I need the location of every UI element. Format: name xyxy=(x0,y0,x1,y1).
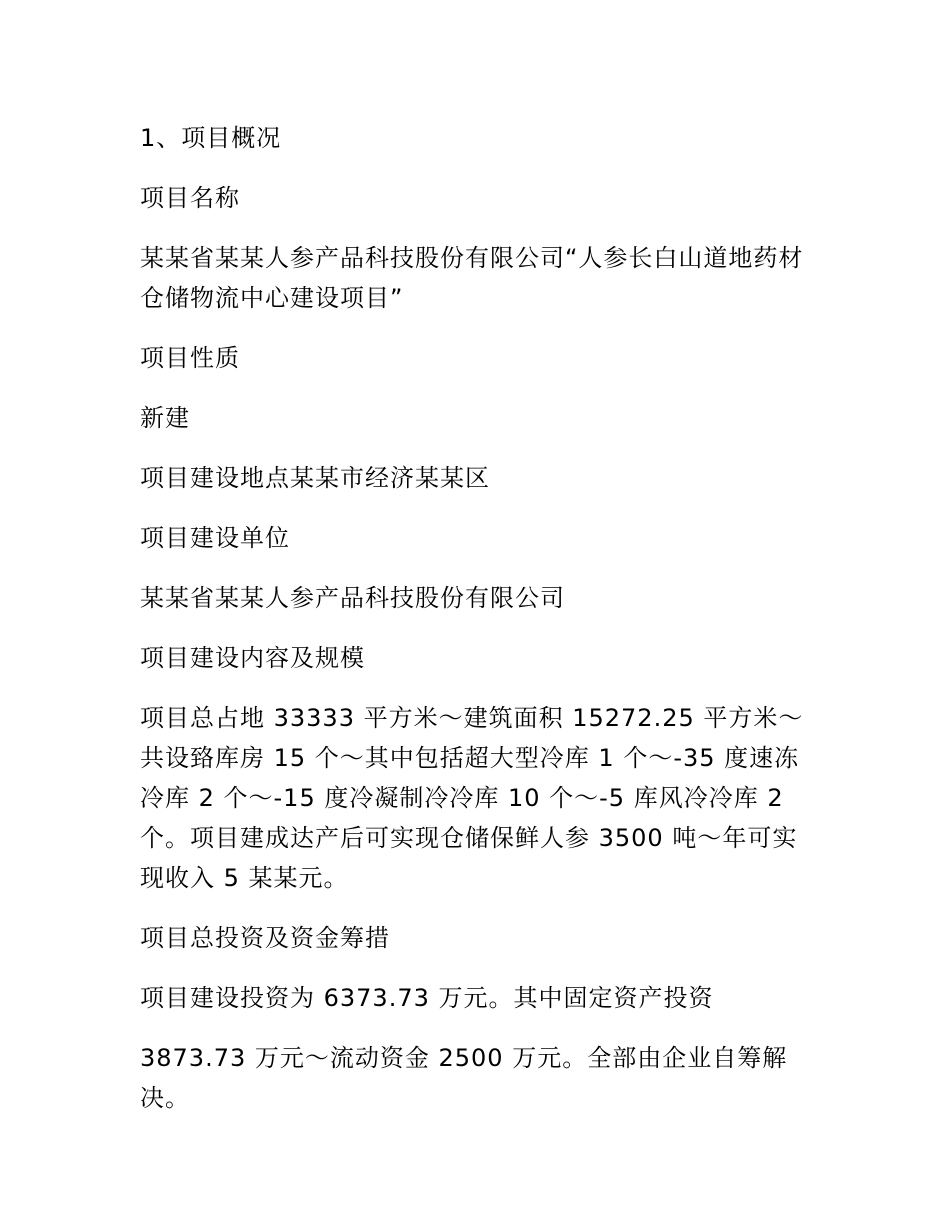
field-value-construction-scope: 项目总占地 33333 平方米～建筑面积 15272.25 平方米～共设臵库房 15 个～其中包括超大型冷库 1 个～-35 度速冻冷库 2 个～-15 度冷凝制冷冷库 10 个～-5 库风冷冷库 2 个。项目建成达产后可实现仓储保鲜人参 3500 吨～年可实现收入 5 某某元。 xyxy=(140,704,804,892)
field-value-construction-unit: 某某省某某人参产品科技股份有限公司 xyxy=(140,584,565,612)
section-heading: 1、项目概况 xyxy=(140,124,282,152)
field-value-project-name: 某某省某某人参产品科技股份有限公司“人参长白山道地药材仓储物流中心建设项目” xyxy=(140,244,804,312)
field-label-investment: 项目总投资及资金筹措 xyxy=(140,924,390,952)
field-value-investment-line1: 项目建设投资为 6373.73 万元。其中固定资产投资 xyxy=(140,984,714,1012)
document-body xyxy=(140,118,820,1138)
field-label-project-name: 项目名称 xyxy=(140,184,240,212)
field-project-location: 项目建设地点某某市经济某某区 xyxy=(140,464,490,492)
field-label-construction-scope: 项目建设内容及规模 xyxy=(140,644,365,672)
field-value-investment-line2: 3873.73 万元～流动资金 2500 万元。全部由企业自筹解决。 xyxy=(140,1044,788,1112)
field-value-project-nature: 新建 xyxy=(140,404,190,432)
field-label-project-nature: 项目性质 xyxy=(140,344,240,372)
field-label-construction-unit: 项目建设单位 xyxy=(140,524,290,552)
